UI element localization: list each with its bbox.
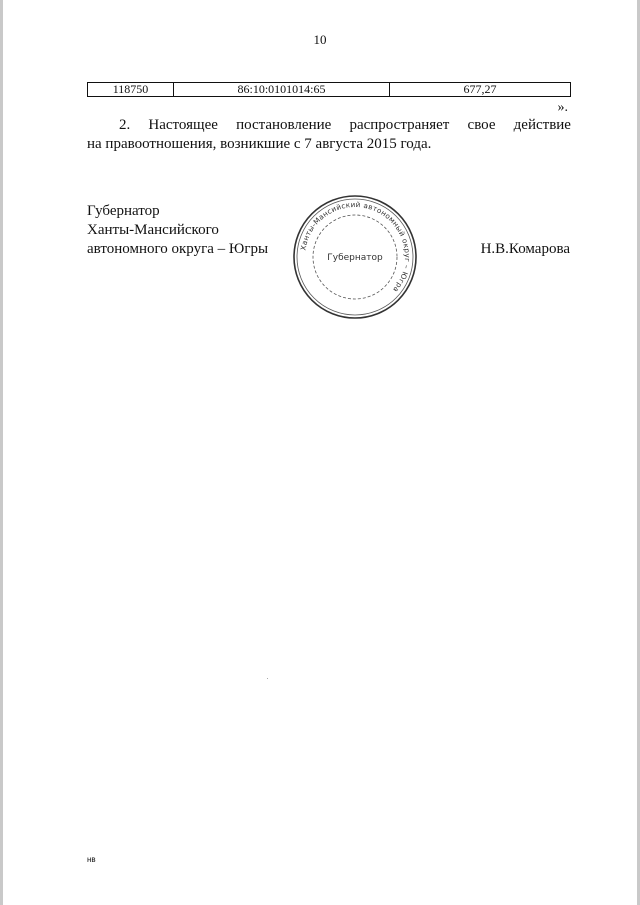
- closing-quote: ».: [557, 100, 568, 115]
- table-cell-area: 677,27: [463, 82, 497, 96]
- paragraph-word: постановление: [236, 117, 332, 133]
- footer-initials: нв: [87, 855, 96, 864]
- signature-title-line: Ханты-Мансийского: [87, 222, 219, 238]
- page-number: 10: [313, 32, 327, 47]
- table-row: [87, 82, 571, 97]
- paragraph-word: свое: [467, 117, 496, 133]
- paragraph-line-2: на правоотношения, возникшие с 7 августа 2015 года.: [87, 136, 432, 152]
- official-seal-icon: [291, 193, 419, 321]
- table-cell-cadastral-number: 86:10:0101014:65: [174, 83, 390, 96]
- table-cell-registry-number: 118750: [88, 83, 174, 96]
- paragraph-word: 2.: [119, 117, 131, 133]
- signer-name: Н.В.Комарова: [480, 241, 570, 257]
- paragraph-word: действие: [513, 117, 571, 133]
- paragraph-clause-2: [87, 116, 571, 154]
- signature-title: [87, 202, 268, 259]
- paragraph-word: распространяет: [349, 117, 450, 133]
- page-edge-left: [0, 0, 3, 905]
- seal-center-text: Губернатор: [327, 253, 383, 263]
- paragraph-line-1: [87, 116, 571, 135]
- signature-title-line: Губернатор: [87, 203, 160, 219]
- scan-speck: [267, 678, 268, 679]
- paragraph-word: Настоящее: [148, 117, 218, 133]
- seal-ring-text: Ханты-Мансийский автономный округ – Югра: [298, 199, 413, 295]
- signature-title-line: автономного округа – Югры: [87, 241, 269, 257]
